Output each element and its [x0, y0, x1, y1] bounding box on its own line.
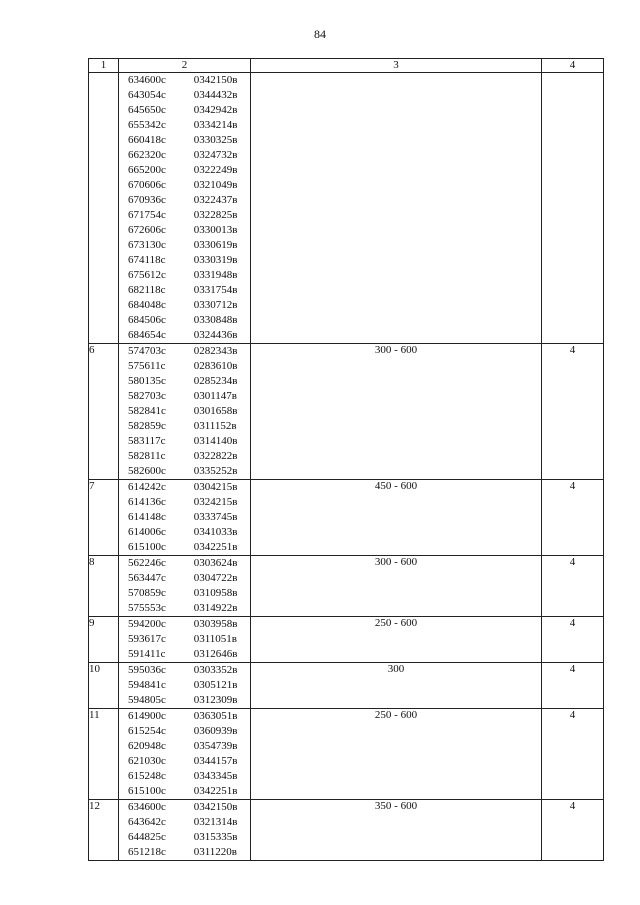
latitude-value: 670936с [128, 194, 166, 206]
coordinate-line [119, 193, 250, 208]
latitude-value: 671754с [128, 209, 166, 221]
coordinate-line [119, 709, 250, 724]
coordinate-line [119, 586, 250, 601]
latitude-value: 615100с [128, 785, 166, 797]
coordinate-line [119, 163, 250, 178]
longitude-value: 0341033в [193, 526, 238, 538]
coordinate-line [119, 724, 250, 739]
row-number: 7 [89, 480, 119, 556]
latitude-value: 614242с [128, 481, 166, 493]
coordinate-line [119, 601, 250, 616]
longitude-value: 0314922в [193, 602, 238, 614]
longitude-value: 0342251в [193, 541, 238, 553]
longitude-value: 0363051в [193, 710, 238, 722]
coordinate-line [119, 148, 250, 163]
latitude-value: 614900с [128, 710, 166, 722]
longitude-value: 0331948в [193, 269, 238, 281]
row-number: 6 [89, 344, 119, 480]
coordinate-line [119, 178, 250, 193]
coordinate-line [119, 419, 250, 434]
coordinate-line [119, 617, 250, 632]
header-row [89, 59, 604, 73]
depth-range: 450 - 600 [251, 480, 542, 556]
coordinate-line [119, 525, 250, 540]
longitude-value: 0311051в [193, 633, 237, 645]
depth-range: 250 - 600 [251, 709, 542, 800]
latitude-value: 563447с [128, 572, 166, 584]
longitude-value: 0285234в [193, 375, 238, 387]
coordinate-line [119, 495, 250, 510]
coordinate-line [119, 253, 250, 268]
coordinate-line [119, 830, 250, 845]
longitude-value: 0334214в [193, 119, 238, 131]
latitude-value: 673130с [128, 239, 166, 251]
depth-range: 350 - 600 [251, 800, 542, 861]
depth-range [251, 73, 542, 344]
header-col-2: 2 [119, 59, 251, 73]
longitude-value: 0303958в [193, 618, 238, 630]
row-number: 9 [89, 617, 119, 663]
latitude-value: 615100с [128, 541, 166, 553]
coordinate-line [119, 739, 250, 754]
latitude-value: 675612с [128, 269, 166, 281]
latitude-value: 615248с [128, 770, 166, 782]
latitude-value: 582841с [128, 405, 166, 417]
longitude-value: 0322825в [193, 209, 238, 221]
latitude-value: 651218с [128, 846, 166, 858]
longitude-value: 0333745в [193, 511, 238, 523]
latitude-value: 594805с [128, 694, 166, 706]
category-value: 4 [542, 344, 604, 480]
latitude-value: 582703с [128, 390, 166, 402]
longitude-value: 0342150в [193, 801, 238, 813]
longitude-value: 0342942в [193, 104, 238, 116]
coordinates-table [88, 58, 604, 861]
longitude-value: 0312309в [193, 694, 238, 706]
coordinate-line [119, 769, 250, 784]
longitude-value: 0342150в [193, 74, 238, 86]
longitude-value: 0310958в [193, 587, 238, 599]
longitude-value: 0283610в [193, 360, 238, 372]
coordinate-line [119, 344, 250, 359]
coordinate-line [119, 88, 250, 103]
coordinate-line [119, 647, 250, 662]
coordinate-line [119, 359, 250, 374]
table-row [89, 663, 604, 709]
category-value: 4 [542, 480, 604, 556]
row-number: 10 [89, 663, 119, 709]
coordinates-cell [119, 617, 251, 663]
coordinate-line [119, 118, 250, 133]
longitude-value: 0331754в [193, 284, 238, 296]
longitude-value: 0311152в [193, 420, 237, 432]
longitude-value: 0304215в [193, 481, 238, 493]
longitude-value: 0354739в [193, 740, 238, 752]
depth-range: 300 - 600 [251, 344, 542, 480]
coordinates-cell [119, 556, 251, 617]
coordinate-line [119, 464, 250, 479]
header-col-4: 4 [542, 59, 604, 73]
latitude-value: 684506с [128, 314, 166, 326]
depth-range: 300 [251, 663, 542, 709]
longitude-value: 0305121в [193, 679, 238, 691]
longitude-value: 0301147в [193, 390, 237, 402]
longitude-value: 0312646в [193, 648, 238, 660]
latitude-value: 594200с [128, 618, 166, 630]
longitude-value: 0321049в [193, 179, 238, 191]
latitude-value: 634600с [128, 74, 166, 86]
coordinate-line [119, 389, 250, 404]
coordinate-line [119, 678, 250, 693]
longitude-value: 0330619в [193, 239, 238, 251]
depth-range: 300 - 600 [251, 556, 542, 617]
latitude-value: 575611с [128, 360, 166, 372]
coordinates-cell [119, 800, 251, 861]
latitude-value: 562246с [128, 557, 166, 569]
latitude-value: 591411с [128, 648, 166, 660]
longitude-value: 0303624в [193, 557, 238, 569]
latitude-value: 644825с [128, 831, 166, 843]
longitude-value: 0311220в [193, 846, 237, 858]
coordinate-line [119, 632, 250, 647]
latitude-value: 665200с [128, 164, 166, 176]
latitude-value: 575553с [128, 602, 166, 614]
latitude-value: 614006с [128, 526, 166, 538]
latitude-value: 582811с [128, 450, 166, 462]
coordinate-line [119, 845, 250, 860]
longitude-value: 0335252в [193, 465, 238, 477]
coordinate-line [119, 815, 250, 830]
coordinate-line [119, 223, 250, 238]
latitude-value: 580135с [128, 375, 166, 387]
row-number: 11 [89, 709, 119, 800]
latitude-value: 643054с [128, 89, 166, 101]
latitude-value: 670606с [128, 179, 166, 191]
latitude-value: 614136с [128, 496, 166, 508]
longitude-value: 0330319в [193, 254, 238, 266]
longitude-value: 0303352в [193, 664, 238, 676]
longitude-value: 0324215в [193, 496, 238, 508]
table-row [89, 709, 604, 800]
longitude-value: 0342251в [193, 785, 238, 797]
category-value: 4 [542, 663, 604, 709]
latitude-value: 570859с [128, 587, 166, 599]
coordinate-line [119, 283, 250, 298]
latitude-value: 660418с [128, 134, 166, 146]
category-value [542, 73, 604, 344]
coordinate-line [119, 238, 250, 253]
coordinate-line [119, 571, 250, 586]
table-row [89, 800, 604, 861]
longitude-value: 0322249в [193, 164, 238, 176]
latitude-value: 643642с [128, 816, 166, 828]
coordinate-line [119, 268, 250, 283]
longitude-value: 0321314в [193, 816, 238, 828]
coordinate-line [119, 556, 250, 571]
page-number: 84 [314, 27, 326, 41]
category-value: 4 [542, 556, 604, 617]
coordinate-line [119, 404, 250, 419]
longitude-value: 0360939в [193, 725, 238, 737]
latitude-value: 684654с [128, 329, 166, 341]
coordinate-line [119, 328, 250, 343]
coordinates-cell [119, 344, 251, 480]
latitude-value: 582859с [128, 420, 166, 432]
coordinate-line [119, 73, 250, 88]
header-col-1: 1 [89, 59, 119, 73]
longitude-value: 0324732в [193, 149, 238, 161]
coordinate-line [119, 103, 250, 118]
latitude-value: 682118с [128, 284, 166, 296]
coordinate-line [119, 800, 250, 815]
longitude-value: 0330848в [193, 314, 238, 326]
latitude-value: 594841с [128, 679, 166, 691]
coordinate-line [119, 754, 250, 769]
table-row [89, 556, 604, 617]
longitude-value: 0322822в [193, 450, 238, 462]
longitude-value: 0322437в [193, 194, 238, 206]
coordinate-line [119, 313, 250, 328]
coordinate-line [119, 133, 250, 148]
longitude-value: 0344432в [193, 89, 238, 101]
latitude-value: 620948с [128, 740, 166, 752]
latitude-value: 621030с [128, 755, 166, 767]
longitude-value: 0324436в [193, 329, 238, 341]
longitude-value: 0314140в [193, 435, 238, 447]
table-body [89, 73, 604, 861]
longitude-value: 0315335в [193, 831, 238, 843]
longitude-value: 0330325в [193, 134, 238, 146]
latitude-value: 662320с [128, 149, 166, 161]
latitude-value: 645650с [128, 104, 166, 116]
latitude-value: 672606с [128, 224, 166, 236]
latitude-value: 583117с [128, 435, 166, 447]
longitude-value: 0330712в [193, 299, 238, 311]
coordinate-line [119, 540, 250, 555]
coordinate-line [119, 480, 250, 495]
longitude-value: 0282343в [193, 345, 238, 357]
latitude-value: 684048с [128, 299, 166, 311]
coordinate-line [119, 449, 250, 464]
coordinate-line [119, 298, 250, 313]
table-row [89, 617, 604, 663]
latitude-value: 593617с [128, 633, 166, 645]
row-number [89, 73, 119, 344]
row-number: 12 [89, 800, 119, 861]
coordinate-line [119, 663, 250, 678]
category-value: 4 [542, 800, 604, 861]
depth-range: 250 - 600 [251, 617, 542, 663]
latitude-value: 595036с [128, 664, 166, 676]
category-value: 4 [542, 617, 604, 663]
row-number: 8 [89, 556, 119, 617]
latitude-value: 655342с [128, 119, 166, 131]
coordinates-cell [119, 480, 251, 556]
coordinate-line [119, 693, 250, 708]
coordinate-line [119, 784, 250, 799]
latitude-value: 674118с [128, 254, 166, 266]
coordinates-cell [119, 73, 251, 344]
latitude-value: 634600с [128, 801, 166, 813]
latitude-value: 582600с [128, 465, 166, 477]
category-value: 4 [542, 709, 604, 800]
table-row [89, 344, 604, 480]
latitude-value: 614148с [128, 511, 166, 523]
table-row [89, 480, 604, 556]
longitude-value: 0343345в [193, 770, 238, 782]
longitude-value: 0301658в [193, 405, 238, 417]
latitude-value: 615254с [128, 725, 166, 737]
longitude-value: 0344157в [193, 755, 238, 767]
longitude-value: 0304722в [193, 572, 238, 584]
header-col-3: 3 [251, 59, 542, 73]
coordinate-line [119, 434, 250, 449]
coordinate-line [119, 374, 250, 389]
longitude-value: 0330013в [193, 224, 238, 236]
coordinates-cell [119, 663, 251, 709]
latitude-value: 574703с [128, 345, 166, 357]
coordinate-line [119, 510, 250, 525]
coordinates-cell [119, 709, 251, 800]
coordinate-line [119, 208, 250, 223]
table-row [89, 73, 604, 344]
